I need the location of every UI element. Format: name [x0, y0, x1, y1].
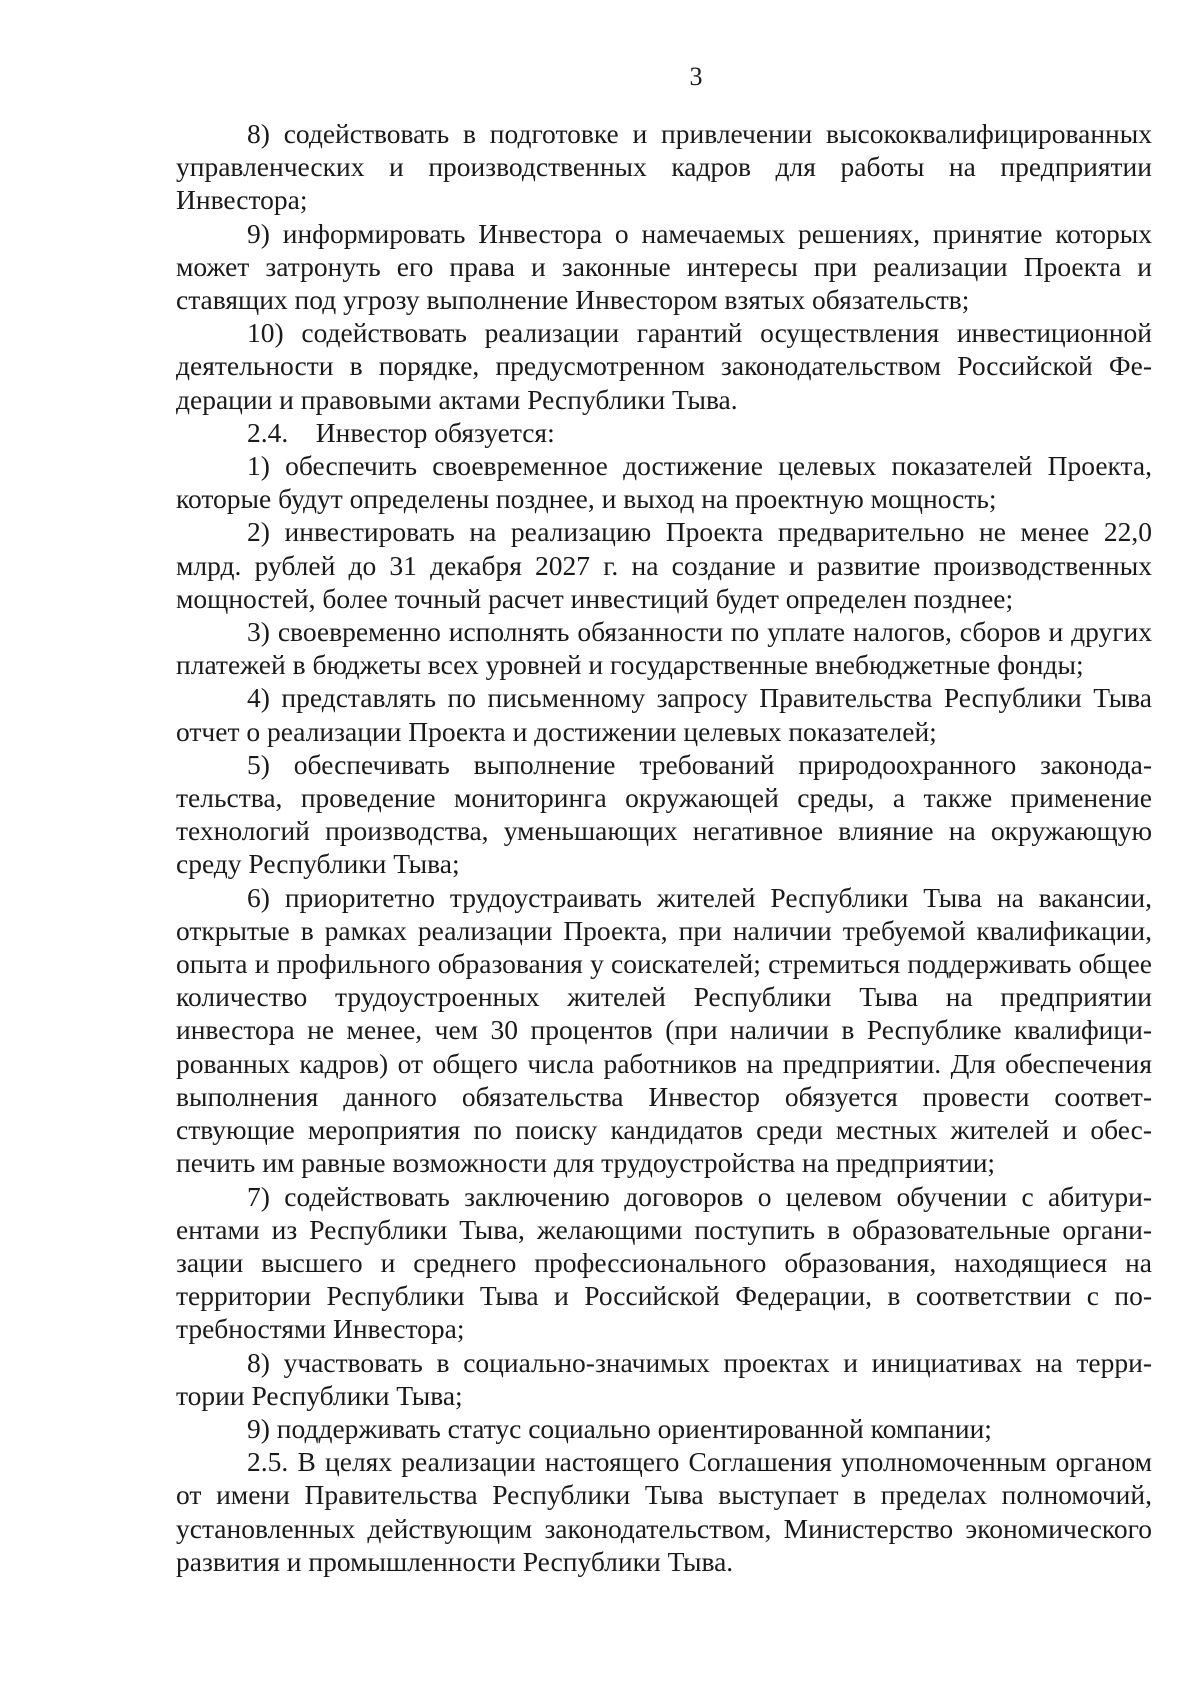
paragraph-3-taxes: 3) своевременно исполнять обязанности по уплате налогов, сборов и других платежей в бюджеты всех уровней и государственные внебюджетные фонды; — [176, 616, 1152, 681]
paragraph-1-targets: 1) обеспечить своевременное достижение целевых показателей Проекта, которые будут определены позднее, и выход на проектную мощность; — [176, 450, 1152, 515]
paragraph-9-social-status: 9) поддерживать статус социально ориентированной компании; — [247, 1412, 992, 1444]
paragraph-7-education: 7) содействовать заключению договоров о целевом обучении с абитуриентами из Республики Тыва, желающими поступить в образовательные организации высшего и среднего профессионального образования, находящиеся на территории Республики Тыва и Российской Федерации, в соответствии с потребностями Инвестора; — [176, 1180, 1152, 1345]
paragraph-2-invest: 2) инвестировать на реализацию Проекта предварительно не менее 22,0 млрд. рублей до 31 декабря 2027 г. на создание и развитие производственных мощностей, более точный расчет инвестиций будет определен позднее; — [176, 516, 1152, 614]
paragraph-8-social-projects: 8) участвовать в социально-значимых проектах и инициативах на территории Республики Тыва; — [176, 1346, 1152, 1411]
paragraph-5-environment: 5) обеспечивать выполнение требований природоохранного законодательства, проведение мониторинга окружающей среды, а также применение технологий производства, уменьшающих негативное влияние на окружающую среду Республики Тыва; — [176, 748, 1152, 880]
paragraph-4-report: 4) представлять по письменному запросу Правительства Республики Тыва отчет о реализации Проекта и достижении целевых показателей; — [176, 682, 1152, 747]
page-number: 3 — [689, 62, 703, 91]
section-2-5-authorized-body: 2.5. В целях реализации настоящего Соглашения уполномоченным органом от имени Правительства Республики Тыва выступает в пределах полномочий, установленных действующим законодательством, Министерство экономического развития и промышленности Республики Тыва. — [176, 1446, 1152, 1577]
paragraph-10-guarantees: 10) содействовать реализации гарантий осуществления инвестиционной деятельности в порядке, предусмотренном законодательством Российской Федерации и правовыми актами Республики Тыва. — [176, 317, 1152, 415]
document-body — [176, 117, 1152, 1578]
paragraph-8-promote-training: 8) содействовать в подготовке и привлечении высококвалифицированных управленческих и производственных кадров для работы на предприятии Инвестора; — [176, 118, 1152, 216]
section-2-4-heading: 2.4. Инвестор обязуется: — [247, 416, 555, 448]
paragraph-9-inform-investor: 9) информировать Инвестора о намечаемых решениях, принятие которых может затронуть его права и законные интересы при реализации Проекта и ставящих под угрозу выполнение Инвестором взятых обязательств; — [176, 217, 1152, 316]
paragraph-6-employment: 6) приоритетно трудоустраивать жителей Республики Тыва на вакансии, открытые в рамках реализации Проекта, при наличии требуемой квалификации, опыта и профильного образования у соискателей; стремиться поддерживать общее количество трудоустроенных жителей Республики Тыва на предприятии инвестора не менее, чем 30 процентов (при наличии в Республике квалифицированных кадров) от общего числа работников на предприятии. Для обеспечения выполнения данного обязательства Инвестор обязуется провести соответствующие мероприятия по поиску кандидатов среди местных жителей и обеспечить им равные возможности для трудоустройства на предприятии; — [176, 881, 1152, 1179]
